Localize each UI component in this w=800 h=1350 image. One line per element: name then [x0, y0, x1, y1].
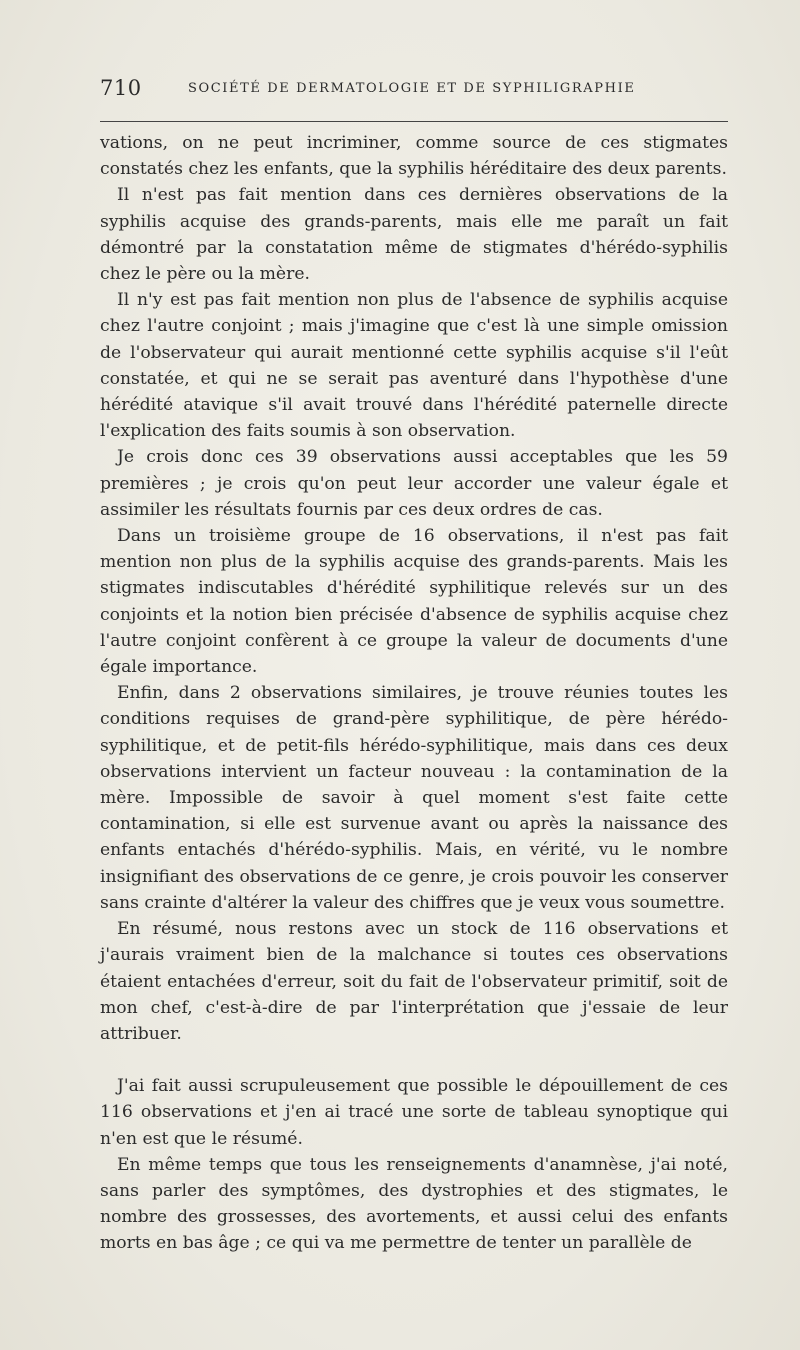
body-text [100, 130, 728, 1257]
paragraph: J'ai fait aussi scrupuleusement que possible le dépouillement de ces 116 observations et j'en ai tracé une sorte de tableau synoptique qui n'en est que le résumé. [100, 1076, 728, 1149]
paragraph: Il n'est pas fait mention dans ces dernières observations de la syphilis acquise des grands-parents, mais elle me paraît un fait démontré par la constatation même de stigmates d'hérédo-syphilis chez le père ou la mère. [100, 185, 728, 285]
paragraph: En même temps que tous les renseignements d'anamnèse, j'ai noté, sans parler des symptômes, des dystrophies et des stigmates, le nombre des grossesses, des avortements, et aussi celui des enfants morts en bas âge ; ce qui va me permettre de tenter un parallèle de [100, 1154, 728, 1254]
running-title: SOCIÉTÉ DE DERMATOLOGIE ET DE SYPHILIGRAPHIE [188, 81, 636, 96]
page-number: 710 [100, 76, 142, 100]
page-header [100, 76, 730, 106]
paragraph: Je crois donc ces 39 observations aussi acceptables que les 59 premières ; je crois qu'on peut leur accorder une valeur égale et assimiler les résultats fournis par ces deux ordres de cas. [100, 447, 728, 520]
paragraph: En résumé, nous restons avec un stock de 116 observations et j'aurais vraiment bien de la malchance si toutes ces observations étaient entachées d'erreur, soit du fait de l'observateur primitif, soit de mon chef, c'est-à-dire de par l'interprétation que j'essaie de leur attribuer. [100, 919, 728, 1044]
paragraph: Il n'y est pas fait mention non plus de l'absence de syphilis acquise chez l'autre conjoint ; mais j'imagine que c'est là une simple omission de l'observateur qui aurait mentionné cette syphilis acquise s'il l'eût constatée, et qui ne se serait pas aventuré dans l'hypothèse d'une hérédité atavique s'il avait trouvé dans l'hérédité paternelle directe l'explication des faits soumis à son observation. [100, 290, 728, 442]
paragraph: Enfin, dans 2 observations similaires, je trouve réunies toutes les conditions requises de grand-père syphilitique, de père hérédo-syphilitique, et de petit-fils hérédo-syphilitique, mais dans ces deux observations intervient un facteur nouveau : la contamination de la mère. Impossible de savoir à quel moment s'est faite cette contamination, si elle est survenue avant ou après la naissance des enfants entachés d'hérédo-syphilis. Mais, en vérité, vu le nombre insignifiant des observations de ce genre, je crois pouvoir les conserver sans crainte d'altérer la valeur des chiffres que je veux vous soumettre. [100, 683, 728, 913]
header-rule [100, 121, 728, 122]
paragraph: Dans un troisième groupe de 16 observations, il n'est pas fait mention non plus de la syphilis acquise des grands-parents. Mais les stigmates indiscutables d'hérédité syphilitique relevés sur un des conjoints et la notion bien précisée d'absence de syphilis acquise chez l'autre conjoint confèrent à ce groupe la valeur de documents d'une égale importance. [100, 526, 728, 678]
paragraph: vations, on ne peut incriminer, comme source de ces stigmates constatés chez les enfants, que la syphilis héréditaire des deux parents. [100, 133, 728, 180]
